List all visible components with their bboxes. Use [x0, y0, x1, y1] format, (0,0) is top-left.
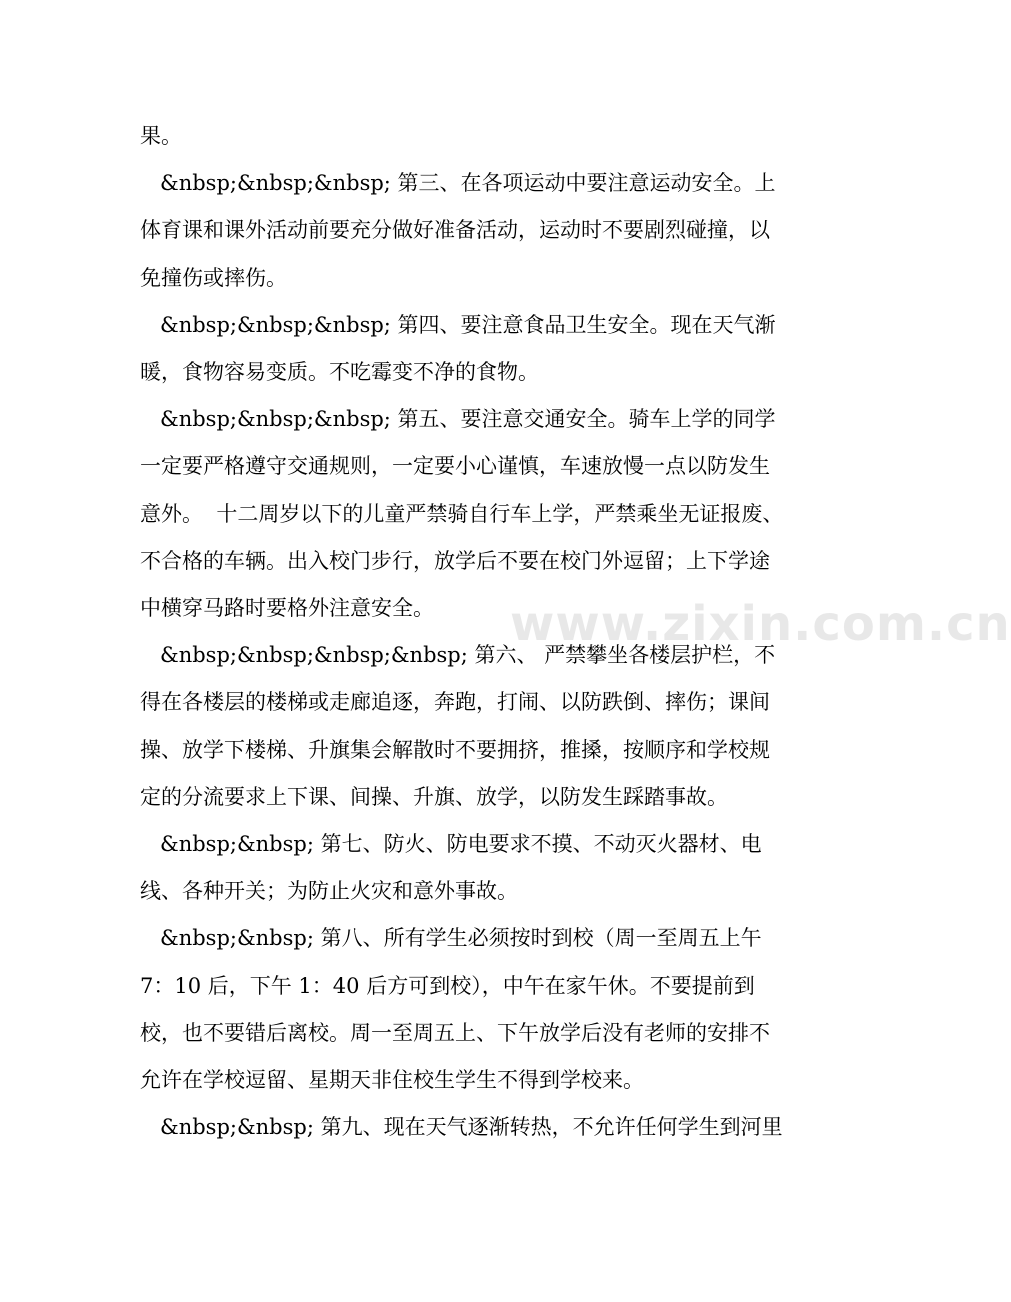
- paragraph-3: &nbsp;&nbsp;&nbsp; 第四、要注意食品卫生安全。现在天气渐暖，食物容易变质。不吃霉变不净的食物。: [140, 312, 776, 385]
- paragraph-2: &nbsp;&nbsp;&nbsp; 第三、在各项运动中要注意运动安全。上体育课和课外活动前要充分做好准备活动，运动时不要剧烈碰撞，以免撞伤或摔伤。: [140, 171, 776, 290]
- paragraph-8: &nbsp;&nbsp; 第九、现在天气逐渐转热，不允许任何学生到河里: [160, 1115, 783, 1140]
- paragraph-6: &nbsp;&nbsp; 第七、防火、防电要求不摸、不动灭火器材、电线、各种开关；为防止火灾和意外事故。: [140, 832, 762, 904]
- watermark: www.zixin.com.cn: [510, 596, 1011, 652]
- paragraph-5: &nbsp;&nbsp;&nbsp;&nbsp; 第六、 严禁攀坐各楼层护栏，不得在各楼层的楼梯或走廊追逐，奔跑，打闹、以防跌倒、摔伤；课间操、放学下楼梯、升旗集会解散时不要拥挤，推搡，按顺序和学校规定的分流要求上下课、间操、升旗、放学，以防发生踩踏事故。: [140, 643, 776, 809]
- document-body: [140, 113, 790, 1151]
- paragraph-4: &nbsp;&nbsp;&nbsp; 第五、要注意交通安全。骑车上学的同学一定要严格遵守交通规则，一定要小心谨慎，车速放慢一点以防发生意外。 十二周岁以下的儿童严禁骑自行车上学，严禁乘坐无证报废、不合格的车辆。出入校门步行，放学后不要在校门外逗留；上下学途中横穿马路时要格外注意安全。: [140, 407, 784, 621]
- paragraph-7: &nbsp;&nbsp; 第八、所有学生必须按时到校（周一至周五上午 7：10 后，下午 1：40 后方可到校），中午在家午休。不要提前到校，也不要错后离校。周一至周五上、下午放学后没有老师的安排不允许在学校逗留、星期天非住校生学生不得到学校来。: [140, 926, 770, 1093]
- paragraph-1: 果。: [140, 124, 182, 148]
